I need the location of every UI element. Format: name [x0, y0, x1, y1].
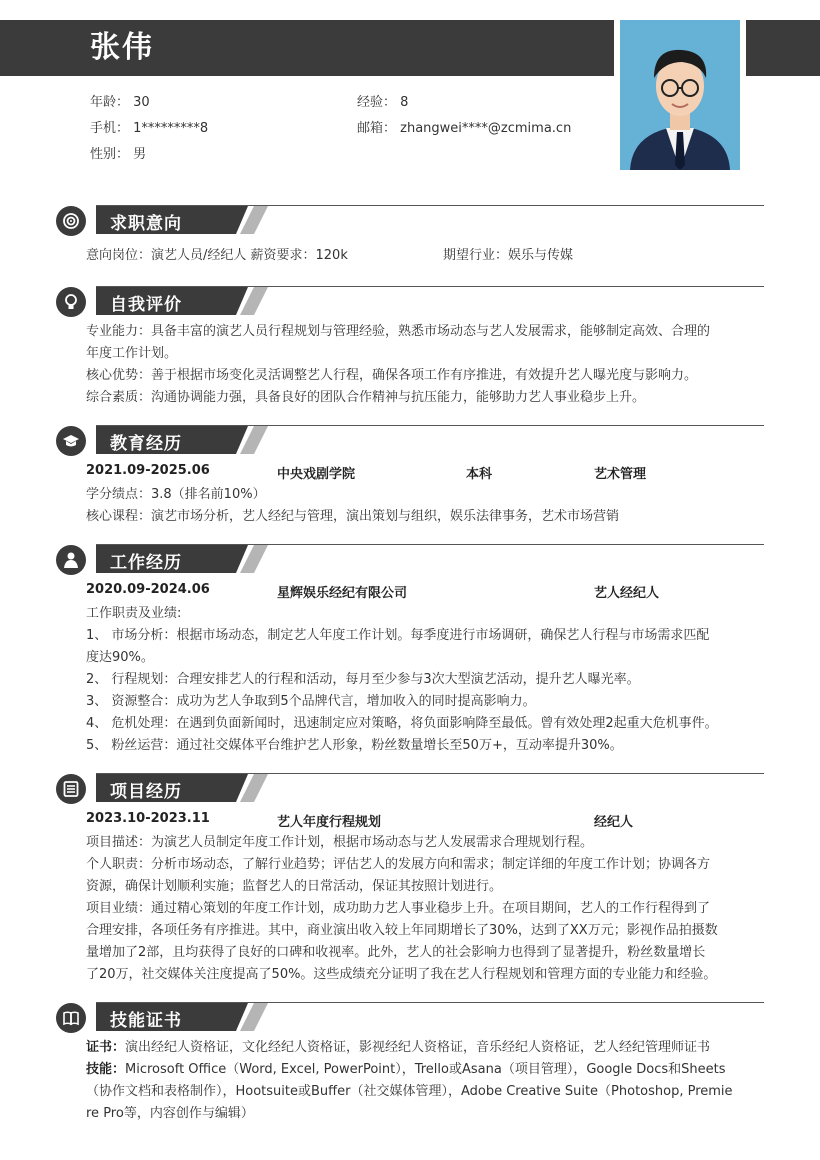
candidate-name: 张伟	[90, 30, 154, 65]
project-results: 项目业绩：通过精心策划的年度工作计划，成功助力艺人事业稳步上升。在项目期间，艺人的工作行程得到了 合理安排，各项任务有序推进。其中，商业演出收入较上年同期增长了30%，达到了XX万元；影视作品拍摄数 量增加了2部，且均获得了良好的口碑和收视率。此外，艺人的社会影响力也得到了显著提升，粉丝数量增长 了20万，社交媒体关注度提高了50%。这些成绩充分证明了我在艺人行程规划和管理方面的专业能力和经验。	[86, 901, 718, 982]
work-role: 艺人经纪人	[594, 586, 660, 601]
edu-school: 中央戏剧学院	[277, 467, 356, 482]
target-icon	[56, 206, 86, 236]
section-header-work	[56, 544, 764, 576]
intent-industry: 期望行业：娱乐与传媒	[443, 248, 574, 263]
person-icon	[56, 545, 86, 575]
section-header-education	[56, 425, 764, 457]
skills-list: 技能：Microsoft Office（Word, Excel, PowerPoint），Trello或Asana（项目管理），Google Docs和Sheets （协作文档和表格制作），Hootsuite或Buffer（社交媒体管理），Adobe Creative Suite（Photoshop, Premie re Pro等，内容创作与编辑）	[86, 1062, 733, 1121]
avatar-portrait	[620, 20, 740, 170]
certificates: 证书：演出经纪人资格证，文化经纪人资格证，影视经纪人资格证，音乐经纪人资格证，艺人经纪管理师证书	[86, 1040, 711, 1055]
intent-position: 意向岗位：演艺人员/经纪人 薪资要求：120k	[86, 248, 348, 263]
work-date: 2020.09-2024.06	[86, 582, 210, 597]
gender-field: 性别： 男	[90, 147, 147, 162]
edu-courses: 核心课程：演艺市场分析，艺人经纪与管理，演出策划与组织，娱乐法律事务，艺术市场营销	[86, 509, 620, 524]
book-icon	[56, 1003, 86, 1033]
section-title: 工作经历	[110, 553, 182, 573]
project-date: 2023.10-2023.11	[86, 811, 210, 826]
section-title: 项目经历	[110, 782, 182, 802]
project-description: 项目描述：为演艺人员制定年度工作计划，根据市场动态与艺人发展需求合理规划行程。	[86, 835, 594, 850]
self-para-3: 综合素质：沟通协调能力强，具备良好的团队合作精神与抗压能力，能够助力艺人事业稳步上升。	[86, 390, 646, 405]
list-icon	[56, 774, 86, 804]
section-title: 求职意向	[110, 214, 182, 234]
experience-field: 经验： 8	[357, 95, 409, 110]
project-name: 艺人年度行程规划	[277, 815, 382, 830]
section-title: 技能证书	[110, 1011, 182, 1031]
section-header-skills	[56, 1002, 764, 1034]
work-item-3: 3、 资源整合：成功为艺人争取到5个品牌代言，增加收入的同时提高影响力。	[86, 694, 536, 709]
project-duties: 个人职责：分析市场动态，了解行业趋势；评估艺人的发展方向和需求；制定详细的年度工作计划；协调各方 资源，确保计划顺利实施；监督艺人的日常活动，保证其按照计划进行。	[86, 857, 711, 894]
work-item-2: 2、 行程规划：合理安排艺人的行程和活动，每月至少参与3次大型演艺活动，提升艺人曝光率。	[86, 672, 640, 687]
profile-photo	[614, 14, 746, 176]
section-header-self	[56, 286, 764, 318]
email-field: 邮箱： zhangwei****@zcmima.cn	[357, 121, 572, 136]
self-para-2: 核心优势：善于根据市场变化灵活调整艺人行程，确保各项工作有序推进，有效提升艺人曝光度与影响力。	[86, 368, 698, 383]
edu-gpa: 学分绩点：3.8（排名前10%）	[86, 487, 266, 502]
self-para-1: 专业能力：具备丰富的演艺人员行程规划与管理经验，熟悉市场动态与艺人发展需求，能够制定高效、合理的 年度工作计划。	[86, 324, 711, 361]
section-header-intent	[56, 205, 764, 237]
edu-degree: 本科	[466, 467, 493, 482]
age-field: 年龄： 30	[90, 95, 150, 110]
section-header-project	[56, 773, 764, 805]
lightbulb-icon	[56, 287, 86, 317]
section-title: 教育经历	[110, 434, 182, 454]
work-item-1: 1、 市场分析：根据市场动态，制定艺人年度工作计划。每季度进行市场调研，确保艺人行程与市场需求匹配 度达90%。	[86, 628, 710, 665]
section-title: 自我评价	[110, 295, 182, 315]
work-intro: 工作职责及业绩:	[86, 606, 182, 621]
work-item-5: 5、 粉丝运营：通过社交媒体平台维护艺人形象，粉丝数量增长至50万+，互动率提升30%。	[86, 738, 623, 753]
graduation-cap-icon	[56, 426, 86, 456]
phone-field: 手机： 1*********8	[90, 121, 209, 136]
edu-major: 艺术管理	[594, 467, 647, 482]
work-item-4: 4、 危机处理：在遇到负面新闻时，迅速制定应对策略，将负面影响降至最低。曾有效处理2起重大危机事件。	[86, 716, 718, 731]
edu-date: 2021.09-2025.06	[86, 463, 210, 478]
work-company: 星辉娱乐经纪有限公司	[277, 586, 408, 601]
project-role: 经纪人	[594, 815, 634, 830]
